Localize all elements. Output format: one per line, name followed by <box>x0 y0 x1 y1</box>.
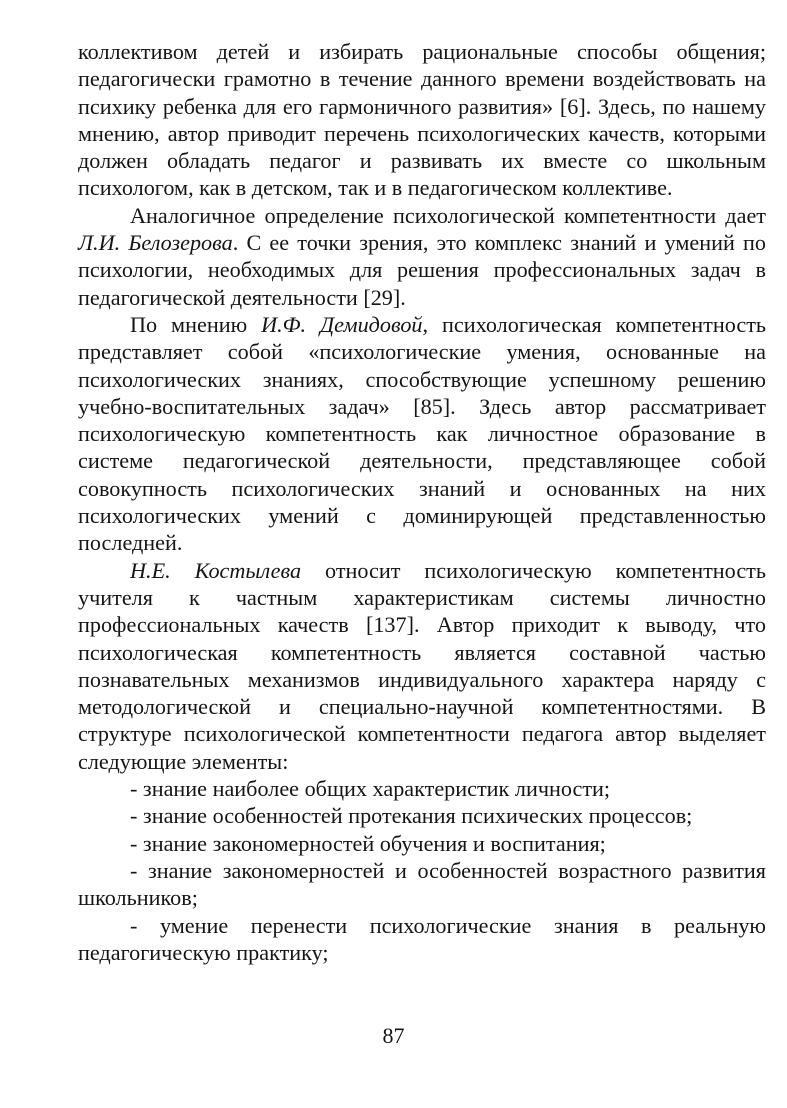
paragraph-4-text-after: относит психологическую компетентность учителя к частным характеристикам системы личностно профессиональных качеств [137]. Автор приходит к выводу, что психологическая компетентность является составной частью познавательных механизмов индивидуального характера наряду с методологической и специально-научной компетентностями. В структуре психологической компетентности педагога автор выделяет следующие элементы: <box>78 557 766 774</box>
list-item: - знание особенностей протекания психических процессов; <box>130 803 693 829</box>
list-item: - знание наиболее общих характеристик личности; <box>130 776 611 802</box>
list-item: - знание закономерностей обучения и воспитания; <box>130 830 606 856</box>
page-number: 87 <box>382 1023 405 1048</box>
list-item: - умение перенести психологические знания в реальную педагогическую практику; <box>78 912 766 965</box>
paragraph-3-text-before: По мнению <box>130 311 262 337</box>
author-name-belozerova: Л.И. Белозерова <box>78 230 233 256</box>
body-text <box>78 38 766 966</box>
paragraph-4 <box>78 557 766 775</box>
paragraph-2-text-before: Аналогичное определение психологической компетентности дает <box>130 202 766 228</box>
paragraph-2-text-after: . С ее точки зрения, это комплекс знаний и умений по психологии, необходимых для решения профессиональных задач в педагогической деятельности [29]. <box>78 230 766 310</box>
paragraph-1-text: коллективом детей и избирать рациональные способы общения; педагогически грамотно в течение данного времени воздействовать на психику ребенка для его гармоничного развития» [6]. Здесь, по нашему мнению, автор приводит перечень психологических качеств, которыми должен обладать педагог и развивать их вместе со школьным психологом, как в детском, так и в педагогическом коллективе. <box>78 39 766 201</box>
paragraph-2 <box>78 202 766 311</box>
paragraph-1 <box>78 38 766 202</box>
paragraph-3-text-after: , психологическая компетентность представляет собой «психологические умения, основанные на психологических знаниях, способствующие успешному решению учебно-воспитательных задач» [85]. Здесь автор рассматривает психологическую компетентность как личностное образование в системе педагогической деятельности, представляющее собой совокупность психологических знаний и основанных на них психологических умений с доминирующей представленностью последней. <box>78 311 767 556</box>
author-name-demidova: И.Ф. Демидовой <box>261 311 423 337</box>
author-name-kostyleva: Н.Е. Костылева <box>130 557 302 583</box>
list-item: - знание закономерностей и особенностей возрастного развития школьников; <box>78 857 766 911</box>
paragraph-3 <box>78 311 766 557</box>
